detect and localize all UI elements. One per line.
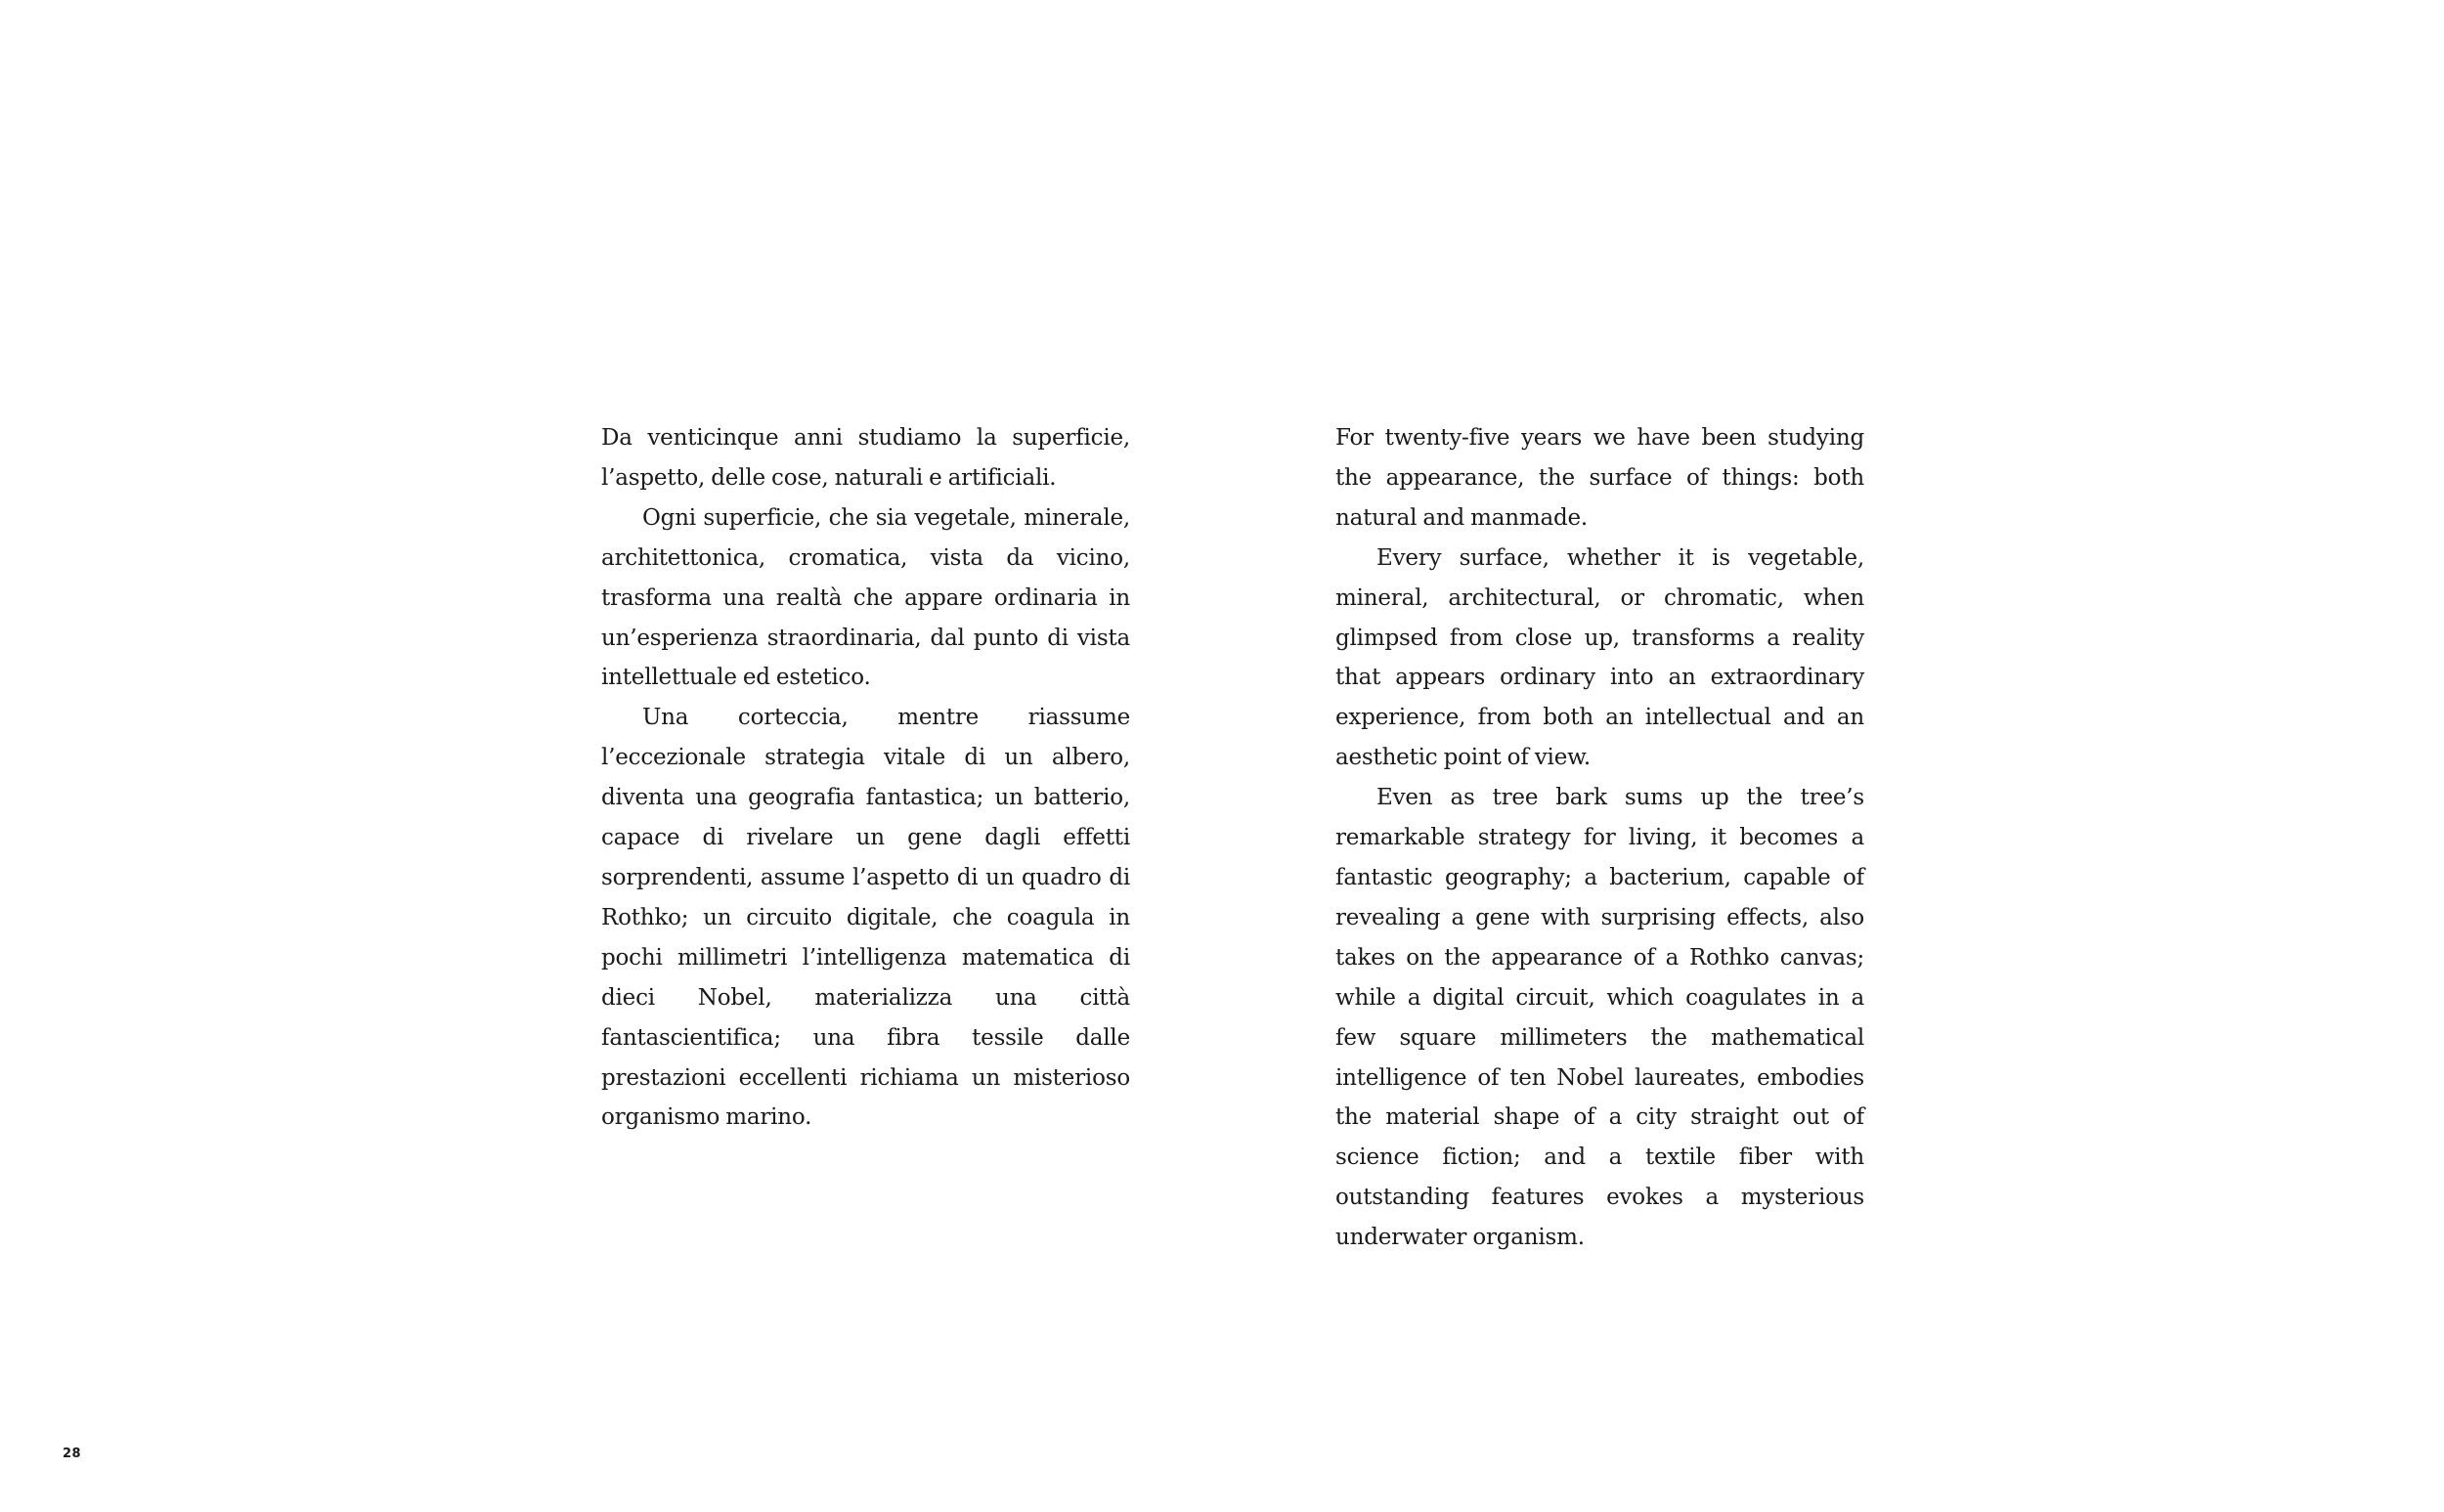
italian-paragraph-1: Da venticinque anni studiamo la superficie, l’aspetto, delle cose, naturali e artificiali. <box>601 425 1130 491</box>
english-paragraph-3: Even as tree bark sums up the tree’s remarkable strategy for living, it becomes a fantastic geography; a bacterium, capable of revealing a gene with surprising effects, also takes on the appearance of a Rothko canvas; while a digital circuit, which coagulates in a few square millimeters the mathematical intelligence of ten Nobel laureates, embodies the material shape of a city straight out of science fiction; and a textile fiber with outstanding features evokes a mysterious underwater organism. <box>1335 785 1864 1251</box>
italian-paragraph-3: Una corteccia, mentre riassume l’eccezionale strategia vitale di un albero, diventa una geografia fantastica; un batterio, capace di rivelare un gene dagli effetti sorprendenti, assume l’aspetto di un quadro di Rothko; un circuito digitale, che coagula in pochi millimetri l’intelligenza matematica di dieci Nobel, materializza una città fantascientifica; una fibra tessile dalle prestazioni eccellenti richiama un misterioso organismo marino. <box>601 705 1130 1131</box>
italian-text-column <box>601 418 1130 1138</box>
english-text-column <box>1335 418 1864 1258</box>
italian-paragraph-2: Ogni superficie, che sia vegetale, minerale, architettonica, cromatica, vista da vicino, trasforma una realtà che appare ordinaria in un’esperienza straordinaria, dal punto di vista intellettuale ed estetico. <box>601 504 1130 691</box>
page-number: 28 <box>63 1447 82 1461</box>
english-paragraph-1: For twenty-five years we have been studying the appearance, the surface of things: both natural and manmade. <box>1335 425 1864 531</box>
english-paragraph-2: Every surface, whether it is vegetable, mineral, architectural, or chromatic, when glimpsed from close up, transforms a reality that appears ordinary into an extraordinary experience, from both an intellectual and an aesthetic point of view. <box>1335 544 1864 771</box>
